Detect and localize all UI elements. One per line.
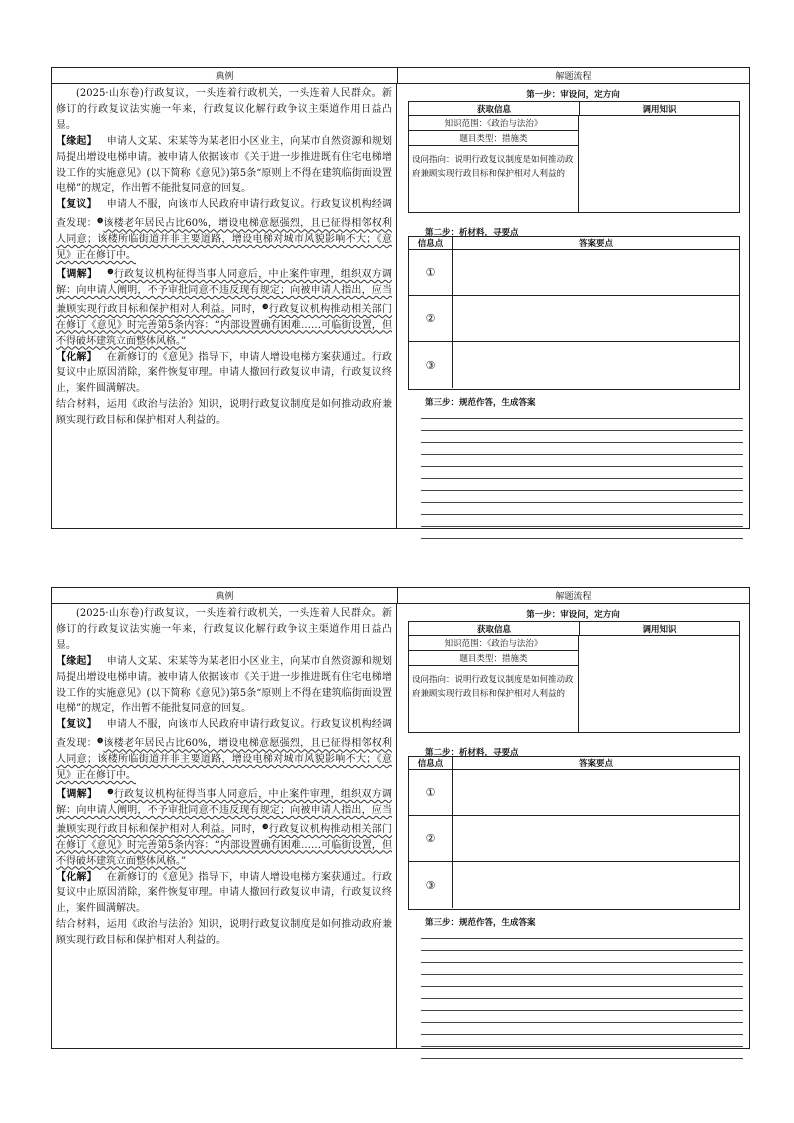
type-cell: 题目类型：措施类 — [409, 651, 578, 666]
tag-resolve: 【化解】 — [56, 351, 97, 363]
tag-origin: 【缘起】 — [56, 655, 97, 667]
tag-origin: 【缘起】 — [56, 135, 97, 147]
row-mark: ② — [409, 816, 453, 861]
tag-review: 【复议】 — [56, 719, 97, 731]
step2-table — [408, 236, 740, 390]
col-get-info: 获取信息 — [409, 102, 580, 115]
tag-mediation: 【调解】 — [56, 788, 98, 800]
example-text — [52, 604, 397, 1048]
answer-cell[interactable] — [453, 342, 739, 388]
review-highlight: 该楼老年居民占比60%，增设电梯意愿强烈，且已征得相邻权利人同意；该楼所临街道并非主要道路，增设电梯对城市风貌影响不大；《意见》正在修订中。 — [56, 218, 393, 262]
review-highlight: 该楼老年居民占比60%，增设电梯意愿强烈，且已征得相邻权利人同意；该楼所临街道并非主要道路，增设电梯对城市风貌影响不大；《意见》正在修订中。 — [56, 738, 393, 782]
header-example: 典例 — [52, 588, 398, 603]
review-text: 申请人不服，向该市人民政府申请行政复议。行政复议机构经调查发现： — [56, 199, 393, 230]
col-answer-point: 答案要点 — [578, 759, 613, 769]
tag-mediation: 【调解】 — [56, 268, 98, 280]
table-row — [409, 296, 739, 342]
row-mark: ① — [409, 250, 453, 295]
col-get-info: 获取信息 — [409, 622, 580, 635]
review-text: 申请人不服，向该市人民政府申请行政复议。行政复议机构经调查发现： — [56, 719, 393, 750]
table-row — [409, 770, 739, 816]
intro-paragraph: (2025·山东卷)行政复议，一头连着行政机关，一头连着人民群众。新修订的行政复议法实施一年来，行政复议化解行政争议主渠道作用日益凸显。 — [56, 88, 392, 131]
answer-cell[interactable] — [453, 862, 739, 908]
table-row — [409, 862, 739, 908]
origin-text: 申请人文某、宋某等为某老旧小区业主，向某市自然资源和规划局提出增设电梯申请。被申请人依据该市《关于进一步推进既有住宅电梯增设工作的实施意见》(以下简称《意见》)第5条“原则上不得在建筑临街面设置电梯”的规定，作出暂不能批复同意的回复。 — [56, 135, 393, 195]
row-mark: ② — [409, 296, 453, 341]
answer-cell[interactable] — [453, 296, 739, 341]
header-example: 典例 — [52, 68, 398, 83]
header-flow: 解题流程 — [555, 592, 592, 602]
mediation-mid: 同时， — [231, 823, 263, 835]
row-mark: ③ — [409, 862, 453, 908]
type-cell: 题目类型：措施类 — [409, 131, 578, 146]
panel-header — [52, 588, 749, 604]
marker-2: ❷ — [107, 786, 114, 796]
direction-cell: 设问指向：说明行政复议制度是如何推动政府兼顾实现行政目标和保护相对人利益的 — [412, 155, 574, 179]
step3-title: 第三步：规范作答，生成答案 — [425, 398, 536, 408]
scope-cell: 知识范围：《政治与法治》 — [409, 636, 578, 651]
table-row — [409, 342, 739, 388]
question-text: 结合材料，运用《政治与法治》知识，说明行政复议制度是如何推动政府兼顾实现行政目标和保护相对人利益的。 — [56, 919, 392, 947]
row-mark: ③ — [409, 342, 453, 388]
mediation-mid: 同时， — [231, 303, 263, 315]
step1-title: 第一步：审设问，定方向 — [526, 90, 620, 100]
step1-title: 第一步：审设问，定方向 — [526, 610, 620, 620]
intro-paragraph: (2025·山东卷)行政复议，一头连着行政机关，一头连着人民群众。新修订的行政复议法实施一年来，行政复议化解行政争议主渠道作用日益凸显。 — [56, 608, 392, 651]
col-answer-point: 答案要点 — [578, 239, 613, 249]
row-mark: ① — [409, 770, 453, 815]
scope-cell: 知识范围：《政治与法治》 — [409, 116, 578, 131]
marker-2: ❷ — [107, 266, 114, 276]
col-use-knowledge: 调用知识 — [642, 624, 677, 635]
panel-header — [52, 68, 749, 84]
worksheet-panel-2 — [51, 587, 750, 1049]
resolve-text: 在新修订的《意见》指导下，申请人增设电梯方案获通过。行政复议中止原因消除，案件恢复审理。申请人撤回行政复议申请，行政复议终止，案件圆满解决。 — [56, 871, 393, 915]
direction-cell: 设问指向：说明行政复议制度是如何推动政府兼顾实现行政目标和保护相对人利益的 — [412, 675, 574, 699]
question-text: 结合材料，运用《政治与法治》知识，说明行政复议制度是如何推动政府兼顾实现行政目标和保护相对人利益的。 — [56, 399, 392, 427]
answer-cell[interactable] — [453, 816, 739, 861]
step2-table — [408, 756, 740, 910]
col-info-point: 信息点 — [409, 757, 453, 769]
marker-1: ❶ — [96, 216, 104, 226]
marker-1: ❶ — [96, 736, 104, 746]
example-text — [52, 84, 397, 528]
answer-lines[interactable] — [421, 407, 743, 539]
table-row — [409, 250, 739, 296]
col-info-point: 信息点 — [409, 237, 453, 249]
resolve-text: 在新修订的《意见》指导下，申请人增设电梯方案获通过。行政复议中止原因消除，案件恢复审理。申请人撤回行政复议申请，行政复议终止，案件圆满解决。 — [56, 351, 393, 395]
tag-resolve: 【化解】 — [56, 871, 97, 883]
table-row — [409, 816, 739, 862]
tag-review: 【复议】 — [56, 199, 97, 211]
flow-column — [397, 84, 749, 528]
answer-cell[interactable] — [453, 770, 739, 815]
step3-title: 第三步：规范作答，生成答案 — [425, 918, 536, 928]
answer-lines[interactable] — [421, 927, 743, 1059]
mediation-highlight-1: 行政复议机构征得当事人同意后，中止案件审理，组织双方调解：向申请人阐明，不予审批同意不违反现有规定；向被申请人指出，应当兼顾实现行政目标和保护相对人利益。 — [56, 788, 393, 835]
col-use-knowledge: 调用知识 — [642, 104, 677, 115]
step2-title: 第二步：析材料，寻要点 — [425, 228, 519, 238]
origin-text: 申请人文某、宋某等为某老旧小区业主，向某市自然资源和规划局提出增设电梯申请。被申请人依据该市《关于进一步推进既有住宅电梯增设工作的实施意见》(以下简称《意见》)第5条“原则上不得在建筑临街面设置电梯”的规定，作出暂不能批复同意的回复。 — [56, 655, 393, 715]
answer-cell[interactable] — [453, 250, 739, 295]
step1-table — [408, 101, 740, 213]
step1-table — [408, 621, 740, 733]
flow-column — [397, 604, 749, 1048]
mediation-highlight-1: 行政复议机构征得当事人同意后，中止案件审理，组织双方调解：向申请人阐明，不予审批同意不违反现有规定；向被申请人指出，应当兼顾实现行政目标和保护相对人利益。 — [56, 268, 393, 315]
mediation-highlight-2: 行政复议机构推动相关部门在修订《意见》时完善第5条内容：“内部设置确有困难……可临街设置，但不得破坏建筑立面整体风格。” — [56, 823, 393, 867]
marker-3: ❸ — [262, 821, 269, 831]
mediation-highlight-2: 行政复议机构推动相关部门在修订《意见》时完善第5条内容：“内部设置确有困难……可临街设置，但不得破坏建筑立面整体风格。” — [56, 303, 393, 347]
marker-3: ❸ — [262, 301, 269, 311]
header-flow: 解题流程 — [555, 72, 592, 82]
step2-title: 第二步：析材料，寻要点 — [425, 748, 519, 758]
worksheet-panel-1 — [51, 67, 750, 529]
